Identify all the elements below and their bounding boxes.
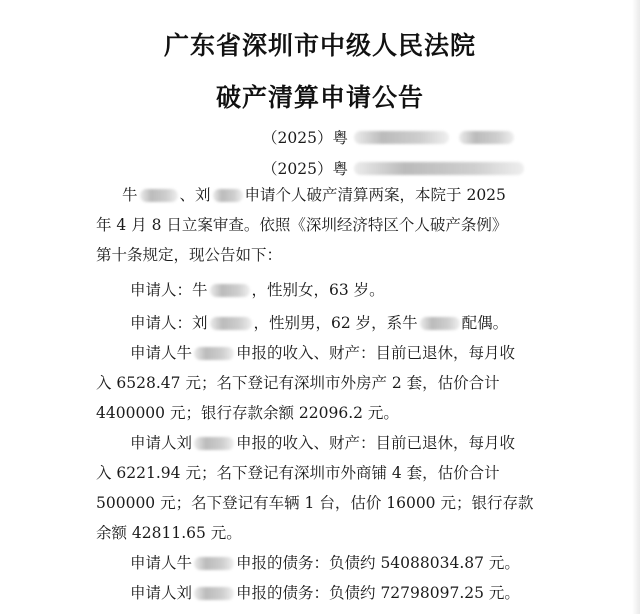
redaction-blur: [213, 189, 243, 202]
redaction-blur: [194, 437, 234, 450]
body-line: 500000 元；名下登记有车辆 1 台，估价 16000 元；银行存款: [96, 494, 534, 512]
redaction-blur: [194, 557, 234, 570]
body-line: 申请人：刘 ，性别男，62 岁，系牛 配偶。: [130, 314, 509, 332]
redaction-blur: [140, 189, 178, 202]
body-line: 申请人牛 申报的收入、财产：目前已退休，每月收: [130, 344, 516, 362]
case-number-prefix: （2025）粤: [262, 160, 348, 178]
redaction-blur: [420, 317, 460, 330]
body-line: 第十条规定，现公告如下：: [96, 246, 283, 264]
court-name: 广东省深圳市中级人民法院: [163, 31, 476, 60]
body-line: 牛 、刘 申请个人破产清算两案，本院于 2025: [122, 186, 506, 204]
redaction-blur: [354, 162, 524, 175]
body-line: 申请人：牛 ，性别女，63 岁。: [130, 281, 385, 299]
redaction-blur: [459, 131, 514, 144]
body-line: 4400000 元；银行存款余额 22096.2 元。: [96, 404, 399, 422]
body-line: 入 6221.94 元；名下登记有深圳市外商铺 4 套，估价合计: [96, 464, 500, 482]
body-line: 余额 42811.65 元。: [96, 524, 242, 542]
redaction-blur: [194, 587, 234, 600]
redaction-blur: [210, 284, 250, 297]
case-number-1: [262, 126, 514, 148]
body-line: 申请人刘 申报的债务：负债约 72798097.25 元。: [130, 584, 520, 602]
redaction-blur: [194, 347, 234, 360]
body-line: 入 6528.47 元；名下登记有深圳市外房产 2 套，估价合计: [96, 374, 500, 392]
case-number-2: [262, 157, 524, 179]
redaction-blur: [354, 131, 449, 144]
body-line: 年 4 月 8 日立案审查。依照《深圳经济特区个人破产条例》: [96, 216, 508, 234]
page-edge-shadow: [632, 0, 640, 614]
body-line: 申请人牛 申报的债务：负债约 54088034.87 元。: [130, 554, 520, 572]
case-number-prefix: （2025）粤: [262, 129, 348, 147]
body-line: 申请人刘 申报的收入、财产：目前已退休，每月收: [130, 434, 516, 452]
redaction-blur: [210, 317, 252, 330]
document-title: 破产清算申请公告: [215, 83, 424, 112]
